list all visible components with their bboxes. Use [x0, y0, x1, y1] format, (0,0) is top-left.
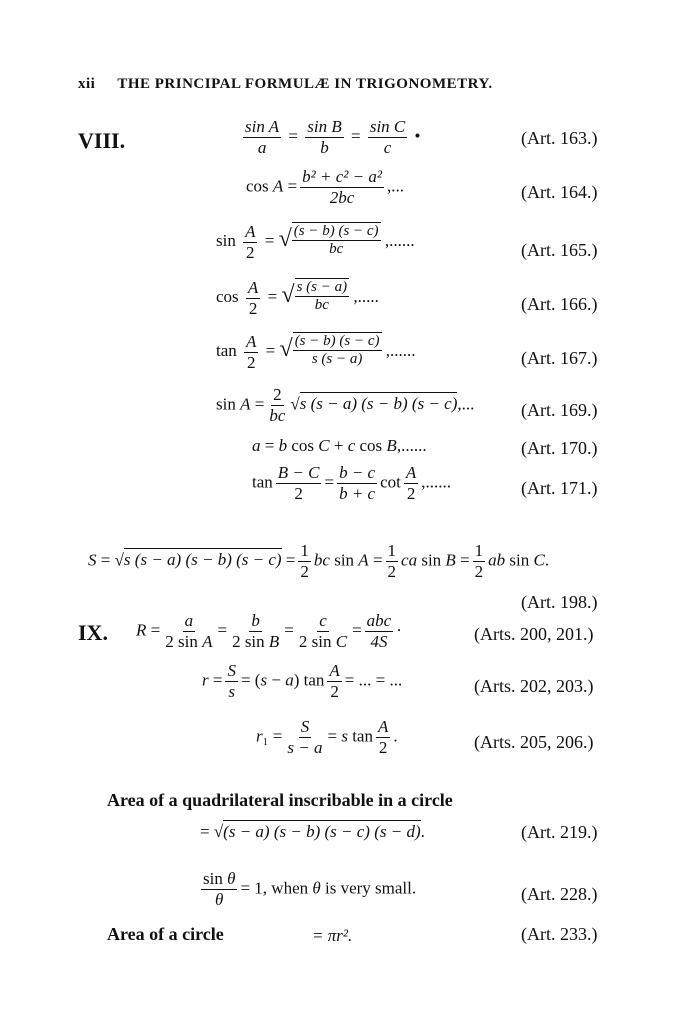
circle-area-label: Area of a circle	[107, 924, 224, 944]
formula-napier: tan $\frac{B - C}{2}$ = $\frac{b - c}{b + c}$ cot $\frac{A}{2}$ ,......	[252, 463, 452, 503]
section-ix-label: IX.	[78, 620, 108, 645]
page-number: xii	[78, 76, 96, 92]
ref-167: (Art. 167.)	[521, 348, 598, 368]
formula-circumradius: R = $\frac{a}{\text{2 sin A}}$ = $\frac{b}{\text{2 sin B}}$ = $\frac{c}{\text{2 sin C}}$ = $\frac{\text{abc}}{4S}$ ·	[136, 611, 402, 651]
formula-circle-area: = πr².	[312, 926, 353, 945]
ref-169: (Art. 169.)	[521, 400, 598, 420]
ref-219: (Art. 219.)	[521, 822, 598, 842]
formula-quadrilateral: = √(s − a) (s − b) (s − c) (s − d).	[200, 822, 425, 841]
formula-triangle-area: S = √s (s − a) (s − b) (s − c) = $\frac{1}{2}$ bc sin A = $\frac{1}{2}$ ca sin B = $\frac{1}{2}$ ab sin C.	[88, 541, 550, 581]
formula-cosine-rule: cos A = $\frac{\text{b² + c² − a²}}{2bc}$ ,...	[246, 167, 404, 207]
ref-170: (Art. 170.)	[521, 438, 598, 458]
ref-171: (Art. 171.)	[521, 478, 598, 498]
ref-166: (Art. 166.)	[521, 294, 598, 314]
ref-202-203: (Arts. 202, 203.)	[474, 676, 594, 696]
formula-cos-half-angle: cos $\frac{A}{2}$ = √ s (s − a) bc ,.....	[216, 277, 379, 318]
formula-sin-area: sin A = $\frac{2}{bc}$ √s (s − a) (s − b) (s − c),...	[216, 385, 475, 425]
ref-205-206: (Arts. 205, 206.)	[474, 732, 594, 752]
formula-tan-half-angle: tan $\frac{A}{2}$ = √ (s − b) (s − c) s (s − a) ,......	[216, 331, 416, 372]
ref-165: (Art. 165.)	[521, 240, 598, 260]
section-viii-label: VIII.	[78, 128, 126, 153]
ref-200-201: (Arts. 200, 201.)	[474, 624, 594, 644]
formula-exradius: r₁ = $\frac{S}{s - a}$ = s tan $\frac{A}{2}$ .	[256, 717, 398, 757]
ref-163: (Art. 163.)	[521, 128, 598, 148]
page-header	[78, 76, 493, 93]
ref-233: (Art. 233.)	[521, 924, 598, 944]
ref-228: (Art. 228.)	[521, 884, 598, 904]
page-title: THE PRINCIPAL FORMULÆ IN TRIGONOMETRY.	[117, 76, 493, 92]
formula-small-angle: $\frac{\text{sin θ}}{\theta}$ = 1, when θ is very small.	[203, 869, 417, 909]
formula-sine-rule: $\frac{\text{sin A}}{a}$ = $\frac{\text{sin B}}{b}$ = $\frac{\text{sin C}}{c}$ •	[245, 117, 421, 157]
formula-inradius: r = $\frac{S}{s}$ = (s − a) tan $\frac{A}{2}$ = ... = ...	[202, 661, 403, 701]
ref-198: (Art. 198.)	[521, 592, 598, 612]
quadrilateral-heading: Area of a quadrilateral inscribable in a circle	[107, 790, 453, 810]
formula-projection: a = b cos C + c cos B,......	[252, 436, 427, 455]
formula-sin-half-angle: sin $\frac{A}{2}$ = √ (s − b) (s − c) bc ,......	[216, 221, 415, 262]
ref-164: (Art. 164.)	[521, 182, 598, 202]
